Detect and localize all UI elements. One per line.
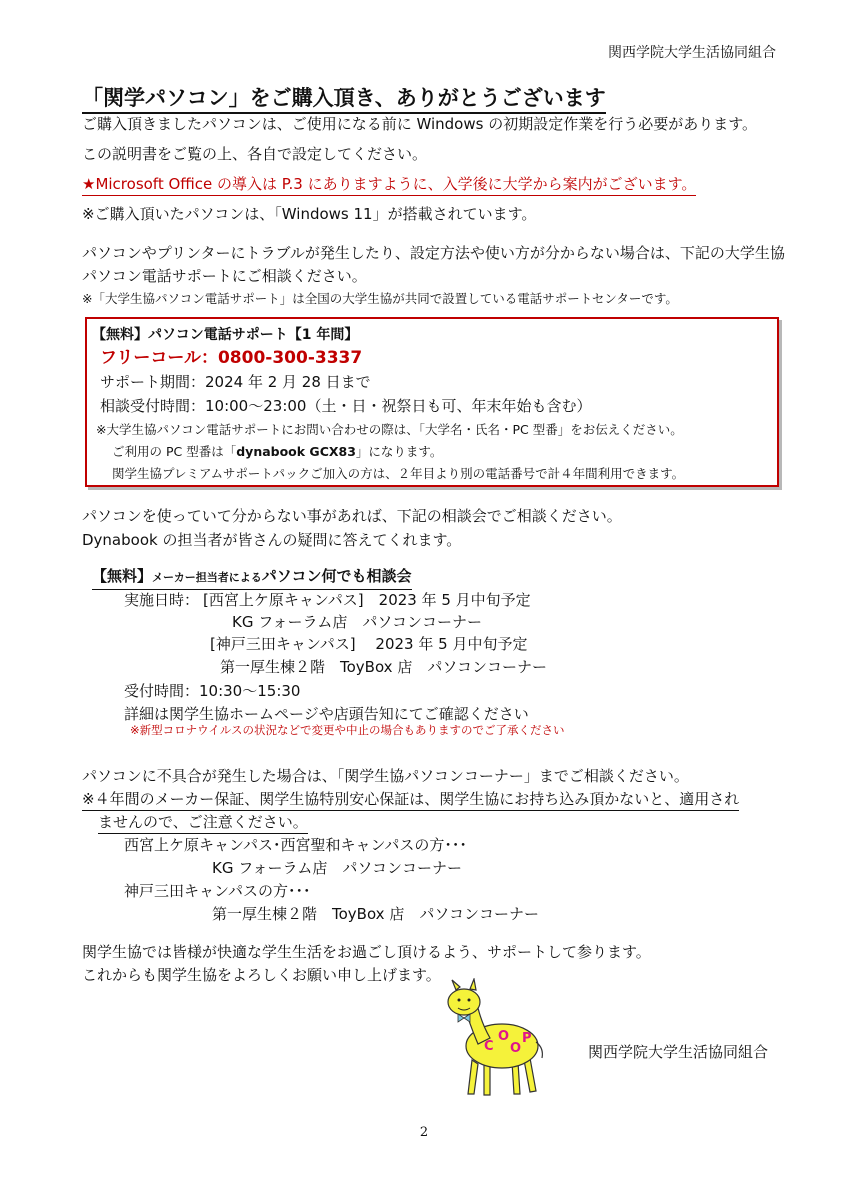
coop-letter-c: C: [484, 1039, 494, 1054]
coop-letter-o-2: O: [510, 1041, 522, 1056]
kobe-campus: 神戸三田キャンパスの方･･･: [124, 882, 311, 900]
consult-intro-1: パソコンを使っていて分からない事があれば、下記の相談会でご相談ください。: [82, 507, 622, 525]
campus-1-place: KG フォーラム店 パソコンコーナー: [232, 613, 483, 631]
page-number: 2: [419, 1125, 429, 1140]
camel-mascot-icon: [438, 978, 548, 1098]
intro-line-1: ご購入頂きましたパソコンは、ご使用になる前に Windows の初期設定作業を行う必要があります。: [82, 115, 757, 133]
covid-note: ※新型コロナウイルスの状況などで変更や中止の場合もありますのでご了承ください: [130, 723, 565, 737]
reception-hours: 受付時間：10:30～15:30: [124, 682, 301, 700]
malfunction-line: パソコンに不具合が発生した場合は、「関学生協パソコンコーナー」までご相談ください。: [82, 767, 689, 785]
closing-line-1: 関学生協では皆様が快適な学生生活をお過ごし頂けるよう、サポートして参ります。: [82, 943, 651, 961]
freecall-number: フリーコール：0800-300-3337: [100, 348, 363, 368]
warranty-warning-1: ※４年間のメーカー保証、関学生協特別安心保証は、関学生協にお持ち込み頂かないと、適用され: [82, 789, 739, 811]
support-hours: 相談受付時間：10:00～23:00（土・日・祝祭日も可、年末年始も含む）: [100, 397, 592, 415]
intro-line-2: この説明書をご覧の上、各自で設定してください。: [82, 145, 428, 163]
consult-intro-2: Dynabook の担当者が皆さんの疑問に答えてくれます。: [82, 531, 462, 549]
pc-model: dynabook GCX83: [236, 444, 356, 459]
header-org: 関西学院大学生活協同組合: [608, 45, 776, 61]
support-period: サポート期間：2024 年 2 月 28 日まで: [100, 373, 371, 391]
support-note-2: ご利用の PC 型番は「dynabook GCX83」になります。: [112, 444, 443, 459]
coop-letter-o-1: O: [498, 1029, 510, 1044]
coop-letter-p: P: [522, 1031, 532, 1046]
nishinomiya-place: KG フォーラム店 パソコンコーナー: [212, 859, 463, 877]
os-note: ※ご購入頂いたパソコンは、「Windows 11」が搭載されています。: [82, 205, 537, 223]
kobe-place: 第一厚生棟２階 ToyBox 店 パソコンコーナー: [212, 905, 540, 923]
trouble-line-1: パソコンやプリンターにトラブルが発生したり、設定方法や使い方が分からない場合は、下記の大学生協: [82, 244, 785, 262]
trouble-note: ※「大学生協パソコン電話サポート」は全国の大学生協が共同で設置している電話サポートセンターです。: [82, 291, 678, 306]
support-note-1: ※大学生協パソコン電話サポートにお問い合わせの際は、「大学名・氏名・PC 型番」をお伝えください。: [96, 422, 683, 437]
campus-2-schedule: [神戸三田キャンパス] 2023 年 5 月中旬予定: [210, 635, 528, 653]
consult-heading: 【無料】メーカー担当者によるパソコン何でも相談会: [92, 566, 412, 590]
closing-line-2: これからも関学生協をよろしくお願い申し上げます。: [82, 966, 441, 984]
nishinomiya-campus: 西宮上ケ原キャンパス･西宮聖和キャンパスの方･･･: [124, 836, 467, 854]
consult-details: 詳細は関学生協ホームページや店頭告知にてご確認ください: [124, 705, 529, 723]
campus-1-schedule: [西宮上ケ原キャンパス] 2023 年 5 月中旬予定: [203, 591, 531, 609]
page-title: 「関学パソコン」をご購入頂き、ありがとうございます: [82, 85, 606, 114]
office-note: ★Microsoft Office の導入は P.3 にありますように、入学後に大学から案内がございます。: [82, 174, 696, 196]
campus-2-place: 第一厚生棟２階 ToyBox 店 パソコンコーナー: [220, 658, 548, 676]
trouble-line-2: パソコン電話サポートにご相談ください。: [82, 267, 367, 285]
signature: 関西学院大学生活協同組合: [587, 1043, 768, 1061]
warranty-warning-2: ませんので、ご注意ください。: [98, 812, 308, 834]
date-label: 実施日時：: [124, 591, 200, 609]
support-note-3: 関学生協プレミアムサポートパックご加入の方は、２年目より別の電話番号で計４年間利用できます。: [112, 466, 685, 481]
support-heading: 【無料】パソコン電話サポート【1 年間】: [92, 327, 359, 343]
